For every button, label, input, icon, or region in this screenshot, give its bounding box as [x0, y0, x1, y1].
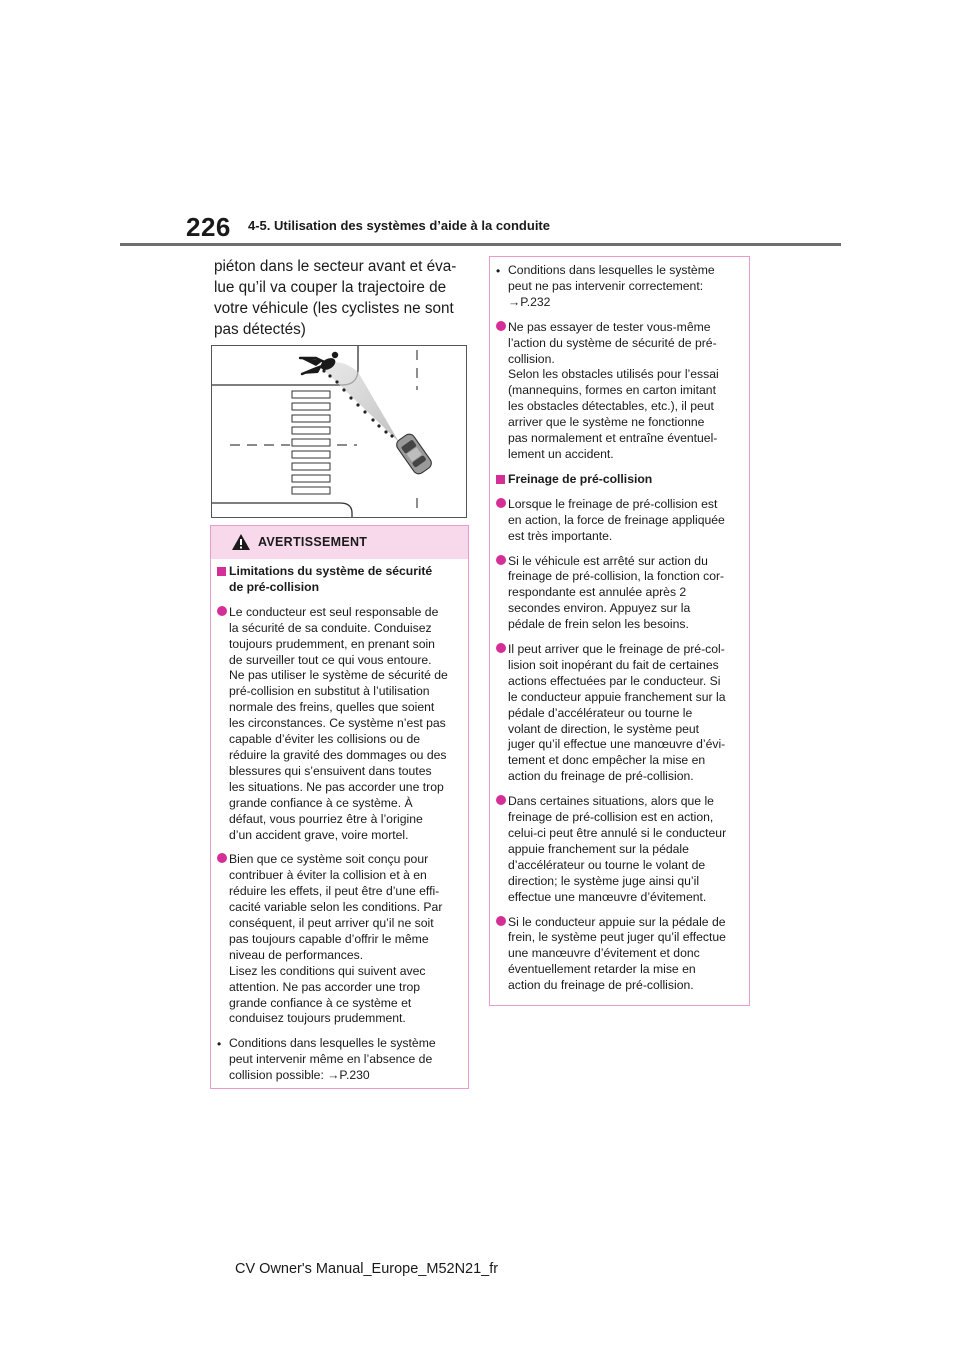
warning-subitem-1: • Conditions dans lesquelles le système peut intervenir même en l’absence de collision possible: →P.230 — [217, 1036, 436, 1083]
square-bullet-icon — [496, 475, 505, 484]
warning-bullet-2: Bien que ce système soit conçu pour contribuer à éviter la collision et à en réduire les effets, il peut être d’une effi- cacité variable selon les conditions. Par conséquent, il peut arriver qu’il ne soit pas toujours capable d’offrir le même niveau de performances. Lisez les conditions qui suivent avec attention. Ne pas accorder une trop grande confiance à ce système et conduisez toujours prudemment. — [217, 852, 461, 1027]
circle-bullet-icon — [496, 498, 506, 508]
right-bullet-2: Lorsque le freinage de pré-collision est en action, la force de freinage appliquée est très importante. — [496, 497, 742, 545]
right-bullet-1: Ne pas essayer de tester vous-même l’action du système de sécurité de pré- collision. Selon les obstacles utilisés pour l’essai (mannequins, formes en carton imitant les obstacles détectables, etc.), il peut arriver que le système ne fonctionne pas normalement et entraîne éventuel- lement un accident. — [496, 320, 742, 463]
right-bullet-4: Il peut arriver que le freinage de pré-col- lision soit inopérant du fait de certaines actions effectuées par le conducteur. Si le conducteur appuie franchement sur la pédale d’accélérateur ou tourne le volant de direction, le système peut juger qu’il effectue une manœuvre d’évi- tement et donc empêcher la mise en action du freinage de pré-collision. — [496, 642, 742, 785]
right-bullet-5: Dans certaines situations, alors que le freinage de pré-collision est en action, celui-ci peut être annulé si le conducteur appuie franchement sur la pédale d’accélérateur ou tourne le volant de direction; le système juge ainsi qu’il effectue une manœuvre d’évitement. — [496, 794, 742, 905]
circle-bullet-icon — [496, 555, 506, 565]
right-bullet-6: Si le conducteur appuie sur la pédale de frein, le système peut juger qu’il effectue une manœuvre d’évitement et donc éventuellement retarder la mise en action du freinage de pré-collision. — [496, 915, 742, 995]
warning-box-continued — [489, 256, 750, 1006]
section-title: 4-5. Utilisation des systèmes d’aide à la conduite — [248, 218, 550, 233]
circle-bullet-icon — [496, 795, 506, 805]
warning-bullet-1: Le conducteur est seul responsable de la sécurité de sa conduite. Conduisez toujours prudemment, en prenant soin de surveiller tout ce qui vous entoure. Ne pas utiliser le système de sécurité de pré-collision en substitut à l’utilisation normale des freins, quelles que soient les circonstances. Ce système n’est pas capable d’éviter les collisions ou de réduire la gravité des dommages ou des blessures qui s’ensuivent dans toutes les situations. Ne pas accorder une trop grande confiance à ce système. À défaut, vous pourriez être à l’origine d’un accident grave, voire mortel. — [217, 605, 461, 844]
right-bullet-3: Si le véhicule est arrêté sur action du freinage de pré-collision, la fonction cor- respondante est annulée après 2 secondes environ. Appuyez sur la pédale de frein selon les besoins. — [496, 554, 742, 634]
dot-bullet-icon: • — [217, 1037, 222, 1052]
header-divider — [120, 243, 841, 246]
right-content — [496, 263, 742, 1003]
right-heading: Freinage de pré-collision — [496, 472, 742, 488]
circle-bullet-icon — [496, 321, 506, 331]
warning-content — [217, 564, 461, 1093]
right-subitem-1: • Conditions dans lesquelles le système peut ne pas intervenir correctement: →P.232 — [496, 263, 715, 309]
warning-header — [211, 526, 468, 559]
intro-paragraph: piéton dans le secteur avant et éva- lue qu’il va couper la trajectoire de votre véhicule (les cyclistes ne sont pas détectés) — [214, 258, 457, 338]
pedestrian-detection-illustration — [211, 345, 467, 518]
dot-bullet-icon: • — [496, 264, 501, 278]
circle-bullet-icon — [496, 916, 506, 926]
warning-triangle-icon — [231, 533, 251, 551]
intersection-diagram — [212, 346, 467, 518]
circle-bullet-icon — [217, 853, 227, 863]
page-number: 226 — [186, 212, 231, 242]
footer-text: CV Owner's Manual_Europe_M52N21_fr — [235, 1261, 499, 1277]
warning-title: AVERTISSEMENT — [258, 535, 368, 549]
circle-bullet-icon — [496, 643, 506, 653]
square-bullet-icon — [217, 567, 226, 576]
warning-heading: Limitations du système de sécurité de pré-collision — [217, 564, 461, 596]
warning-box — [210, 525, 469, 1089]
circle-bullet-icon — [217, 606, 227, 616]
